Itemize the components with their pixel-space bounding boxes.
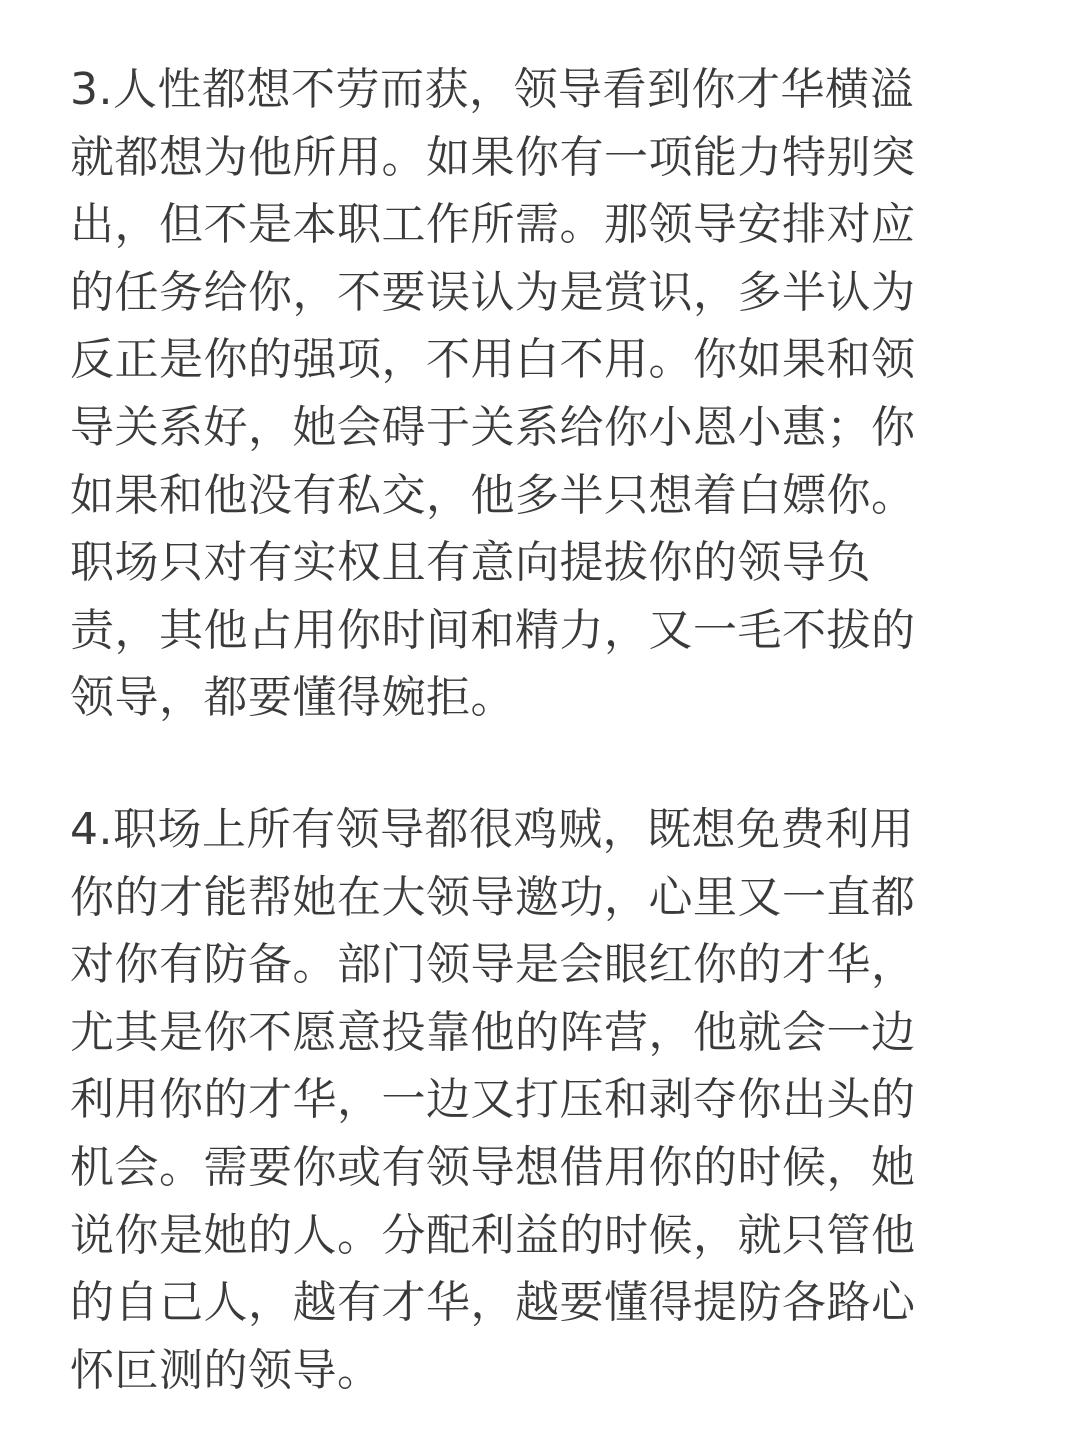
text-line: 尤其是你不愿意投靠他的阵营，他就会一边 (70, 1006, 916, 1058)
paragraph-spacer (70, 732, 990, 796)
text-line: 说你是她的人。分配利益的时候，就只管他 (70, 1209, 916, 1261)
text-line: 对你有防备。部门领导是会眼红你的才华， (70, 939, 916, 991)
text-line: 反正是你的强项，不用白不用。你如果和领 (70, 334, 916, 386)
text-line: 领导，都要懂得婉拒。 (70, 672, 515, 724)
text-line: 就都想为他所用。如果你有一项能力特别突 (70, 131, 916, 183)
text-line: 3.人性都想不劳而获，领导看到你才华横溢 (70, 64, 914, 115)
paragraph-3 (70, 56, 990, 732)
paragraph-4 (70, 796, 990, 1404)
text-line: 如果和他没有私交，他多半只想着白嫖你。 (70, 469, 916, 521)
text-line: 机会。需要你或有领导想借用你的时候，她 (70, 1141, 916, 1193)
text-line: 利用你的才华，一边又打压和剥夺你出头的 (70, 1074, 916, 1126)
text-line: 职场只对有实权且有意向提拔你的领导负 (70, 537, 871, 589)
text-line: 责，其他占用你时间和精力，又一毛不拔的 (70, 604, 916, 656)
text-line: 导关系好，她会碍于关系给你小恩小惠；你 (70, 401, 916, 453)
text-line: 你的才能帮她在大领导邀功，心里又一直都 (70, 871, 916, 923)
article-body (70, 56, 990, 1404)
text-line: 怀叵测的领导。 (70, 1344, 382, 1396)
text-line: 出，但不是本职工作所需。那领导安排对应 (70, 199, 916, 251)
text-line: 4.职场上所有领导都很鸡贼，既想免费利用 (70, 803, 914, 855)
text-line: 的任务给你，不要误认为是赏识，多半认为 (70, 266, 916, 318)
text-line: 的自己人，越有才华，越要懂得提防各路心 (70, 1277, 916, 1329)
